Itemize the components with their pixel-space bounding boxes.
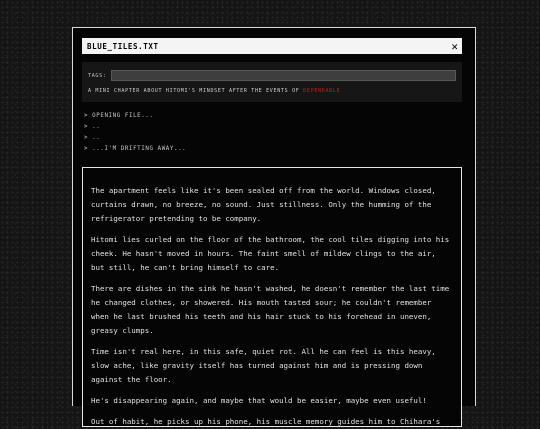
tags-row bbox=[88, 70, 456, 81]
log-line: > ...I'M DRIFTING AWAY... bbox=[84, 146, 187, 152]
story-paragraph: Out of habit, he picks up his phone, his muscle memory guides him to Chihara's bbox=[91, 417, 441, 426]
tags-label: TAGS: bbox=[88, 72, 107, 79]
story-content bbox=[82, 167, 462, 427]
window-title: BLUE_TILES.TXT bbox=[87, 41, 159, 51]
close-button[interactable]: ✕ bbox=[451, 39, 458, 53]
story-paragraph: Time isn't real here, in this safe, quiet rot. All he can feel is this heavy, slow ache, like gravity itself has turned against him and is pressing down against the floor. bbox=[91, 347, 436, 384]
description-text: A MINI CHAPTER ABOUT HITOMI'S MINDSET AFTER THE EVENTS OF bbox=[88, 88, 300, 94]
story-paragraph: There are dishes in the sink he hasn't washed, he doesn't remember the last time he changed clothes, or showered. His mouth tasted sour; he couldn't remember when he last brushed his teeth and his hair stuck to his forehead in uneven, greasy clumps. bbox=[91, 284, 450, 335]
file-window bbox=[72, 27, 476, 426]
dependable-link[interactable]: DEPENDABLE bbox=[303, 88, 341, 94]
console-log bbox=[84, 111, 454, 155]
log-line: > .. bbox=[84, 124, 101, 130]
log-line: > OPENING FILE... bbox=[84, 113, 154, 119]
log-line: > .. bbox=[84, 135, 101, 141]
title-bar bbox=[82, 38, 462, 54]
tags-input[interactable] bbox=[111, 70, 456, 81]
meta-panel bbox=[82, 62, 462, 102]
story-paragraph: Hitomi lies curled on the floor of the bathroom, the cool tiles digging into his cheek. He hasn't moved in hours. The faint smell of mildew clings to the air, but still, he can't bring himself to care. bbox=[91, 235, 450, 272]
story-paragraph: The apartment feels like it's been sealed off from the world. Windows closed, curtains drawn, no breeze, no sound. Just stillness. Only the humming of the refrigerator pretending to be company. bbox=[91, 186, 436, 223]
story-paragraph: He's disappearing again, and maybe that would be easier, maybe even useful! bbox=[91, 396, 427, 405]
chapter-description bbox=[88, 88, 456, 94]
